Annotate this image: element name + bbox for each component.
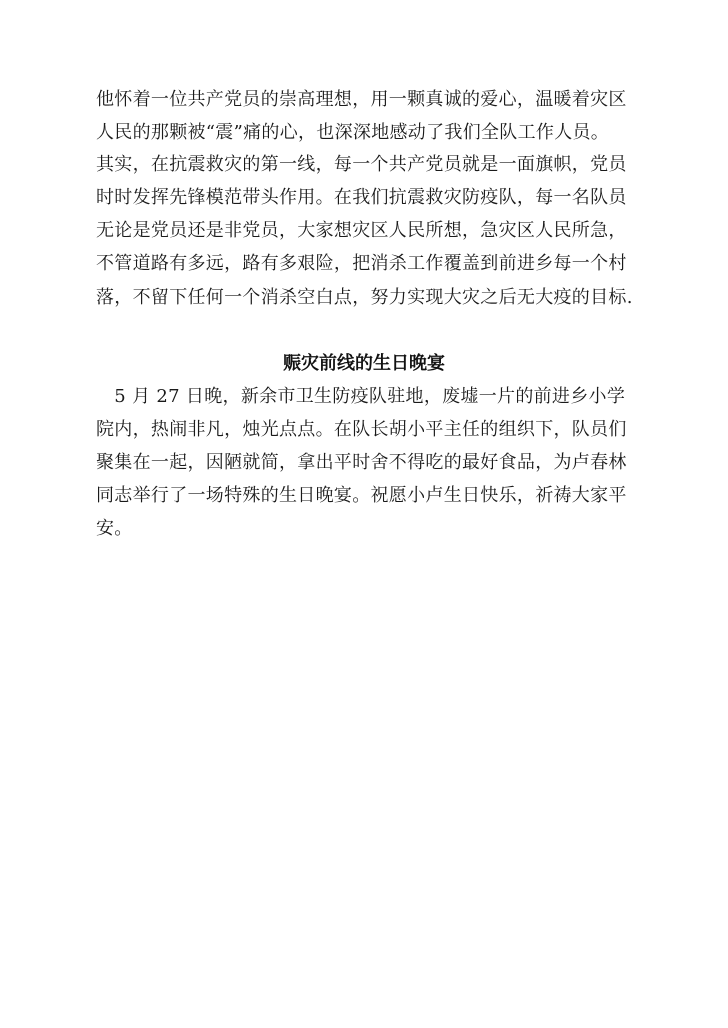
section-heading: 赈灾前线的生日晚宴 [283,353,445,374]
paragraph-line: 聚集在一起，因陋就简，拿出平时舍不得吃的最好食品，为卢春林 [96,452,627,473]
paragraph-line: 他怀着一位共产党员的崇高理想，用一颗真诚的爱心，温暖着灾区 [96,89,627,110]
paragraph-line: 落，不留下任何一个消杀空白点，努力实现大灾之后无大疫的目标. [96,287,633,308]
paragraph-line: 院内，热闹非凡，烛光点点。在队长胡小平主任的组织下，队员们 [96,419,627,440]
paragraph-line: 时时发挥先锋模范带头作用。在我们抗震救灾防疫队，每一名队员 [96,187,627,208]
paragraph-line: 人民的那颗被“震”痛的心，也深深地感动了我们全队工作人员。 [96,122,610,143]
paragraph-line: 其实，在抗震救灾的第一线，每一个共产党员就是一面旗帜，党员 [96,154,627,175]
paragraph-line: 安。 [96,518,133,539]
paragraph-line: 不管道路有多远，路有多艰险，把消杀工作覆盖到前进乡每一个村 [96,253,627,274]
paragraph-line: 同志举行了一场特殊的生日晚宴。祝愿小卢生日快乐，祈祷大家平 [96,485,627,506]
paragraph-line: 5 月 27 日晚，新余市卫生防疫队驻地，废墟一片的前进乡小学 [96,386,626,407]
paragraph-line: 无论是党员还是非党员，大家想灾区人民所想，急灾区人民所急， [96,220,627,241]
